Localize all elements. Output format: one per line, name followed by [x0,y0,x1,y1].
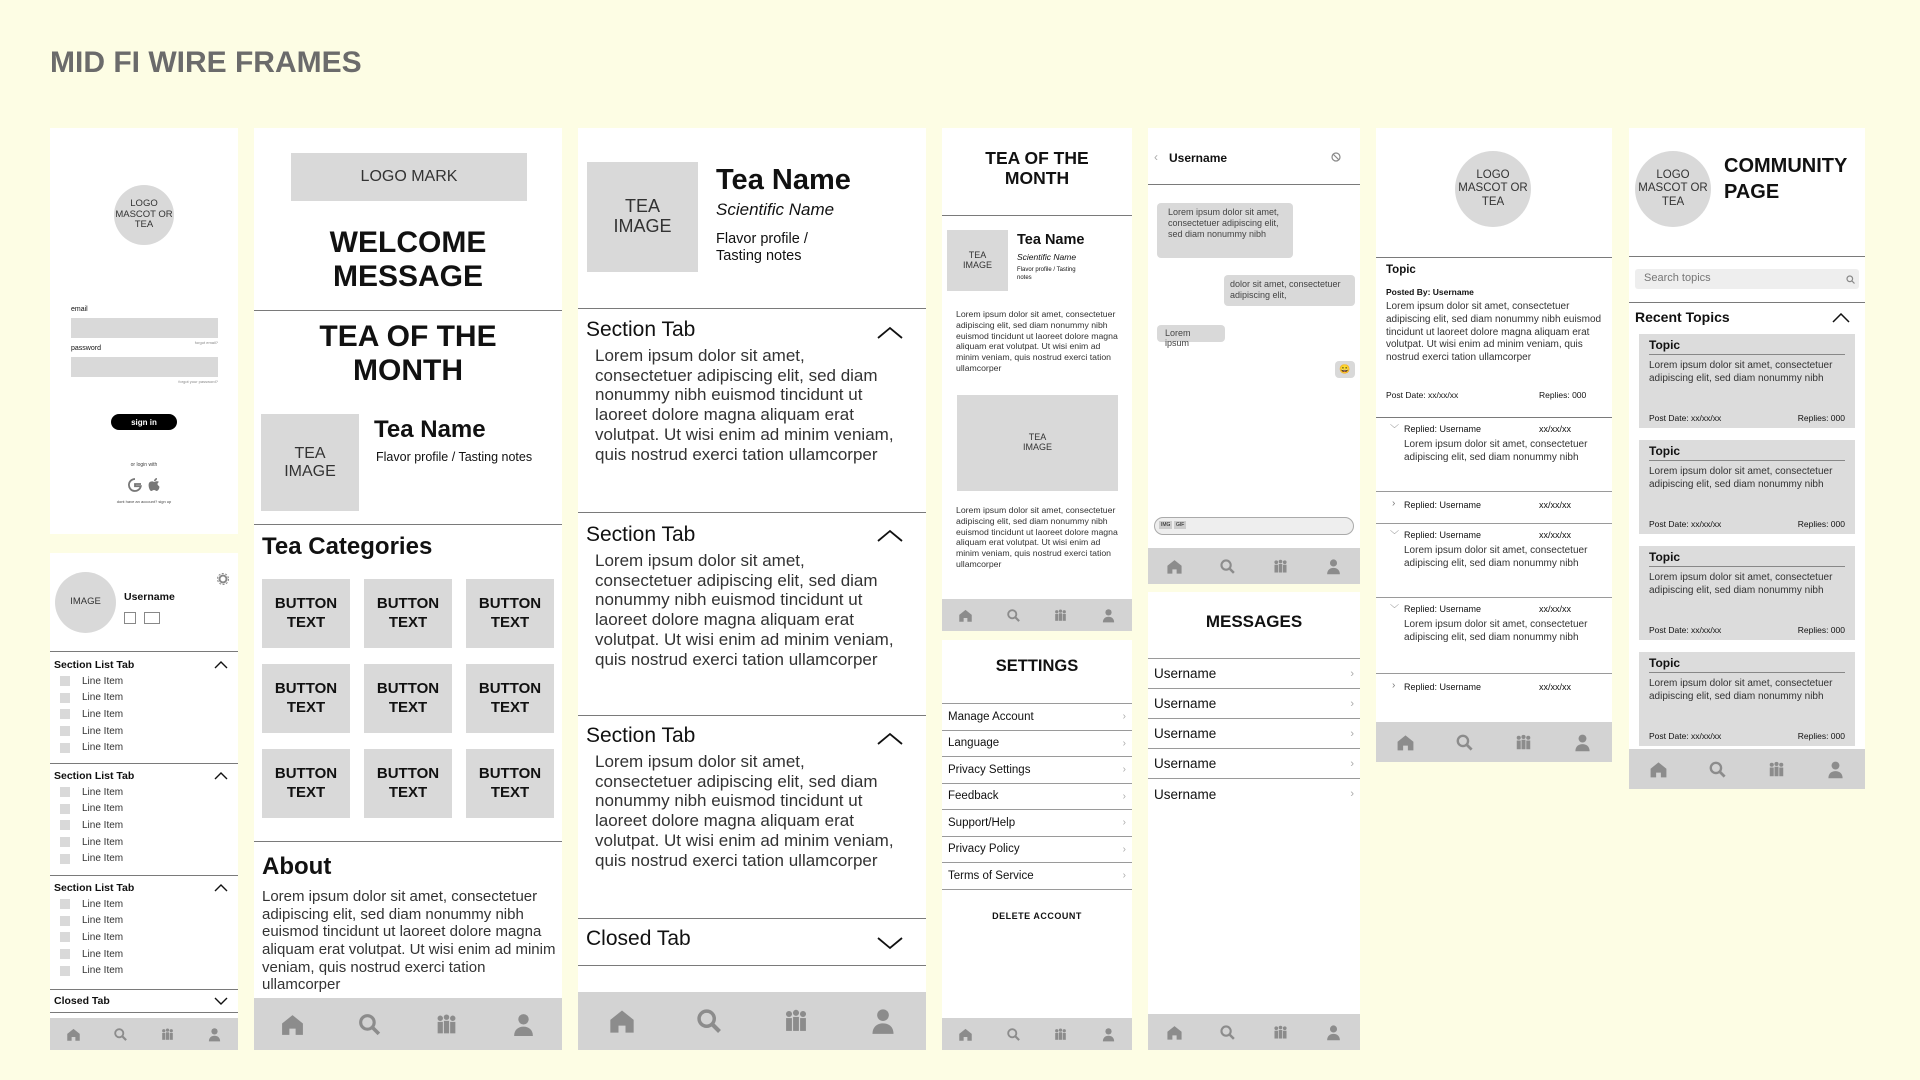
checkbox[interactable] [60,743,70,753]
line-item: Line Item [82,742,124,754]
chevron-right-icon: › [1350,788,1354,800]
chevron-right-icon: › [1122,737,1126,749]
conversation-item[interactable] [1148,659,1360,689]
chevron-right-icon: › [1122,817,1126,829]
bottom-nav [578,992,926,1050]
totm-heading: TEA OF THE MONTH [319,320,497,387]
category-button[interactable]: BUTTON TEXT [262,579,350,648]
email-label: email [71,306,88,313]
checkbox[interactable] [60,899,70,909]
apple-icon[interactable] [148,478,160,492]
community-frame [1629,128,1865,789]
home-icon[interactable] [1649,760,1668,779]
thread-frame [1376,128,1612,762]
thread-replies: Replies: 000 [1539,390,1587,400]
login-frame [50,128,238,534]
checkbox[interactable] [60,966,70,976]
checkbox[interactable] [60,820,70,830]
search-icon[interactable] [1006,608,1021,623]
about-text: Lorem ipsum dolor sit amet, consectetuer adipiscing elit, sed diam nonummy nibh euismod tincidunt ut laoreet dolore magna aliquam erat volutpat. Ut wisi enim ad minim veniam, quis nostrud exerci tation ullamcorper [262,888,556,994]
topic-replies: Replies: 000 [1797,625,1845,635]
recent-topics-label: Recent Topics [1635,309,1730,325]
settings-item-label: Privacy Policy [948,843,1020,856]
messages-frame [1148,592,1360,1050]
chat-bubble-received: Lorem ipsum dolor sit amet, consectetuer adipiscing elit, sed diam nonummy nibh [1157,203,1293,258]
tea-image-large: TEA IMAGE [957,395,1118,491]
section-title: Section List Tab [54,770,135,782]
reply-username: Replied: Username [1404,682,1482,692]
email-field[interactable] [71,318,218,338]
tea-image: TEA IMAGE [947,230,1008,291]
checkbox[interactable] [60,854,70,864]
google-icon[interactable] [128,478,142,492]
topic-replies: Replies: 000 [1797,731,1845,741]
search-icon[interactable] [1219,558,1236,575]
checkbox[interactable] [60,726,70,736]
settings-frame [942,640,1132,1050]
flavor-profile: Flavor profile / Tasting notes [376,450,533,464]
settings-item[interactable] [942,863,1132,890]
image-icon [124,612,136,624]
section-text: Lorem ipsum dolor sit amet, consectetuer adipiscing elit, sed diam nonummy nibh euismod tincidunt ut laoreet dolore magna aliquam erat volutpat. Ut wisi enim ad minim veniam, quis nostrud exerci tation ullamcorper [595,346,894,464]
section-text: Lorem ipsum dolor sit amet, consectetuer adipiscing elit, sed diam nonummy nibh euismod tincidunt ut laoreet dolore magna aliquam erat volutpat. Ut wisi enim ad minim veniam, quis nostrud exerci tation ullamcorper [595,551,894,669]
settings-item-label: Support/Help [948,816,1016,829]
chevron-right-icon: › [1122,870,1126,882]
settings-item[interactable] [942,704,1132,731]
chevron-right-icon: › [1122,790,1126,802]
settings-title: SETTINGS [995,657,1079,675]
home-icon[interactable] [1166,1024,1183,1041]
totm-text: Lorem ipsum dolor sit amet, consectetuer adipiscing elit, sed diam nonummy nibh euismod tincidunt ut laoreet dolore magna aliquam erat volutpat. Ut wisi enim ad minim veniam, quis nostrud exerci tation ullamcorper [956,309,1118,373]
reply-username: Replied: Username [1404,604,1482,614]
chevron-right-icon[interactable]: › [1392,498,1396,509]
messages-list [1148,658,1360,809]
profile-icon[interactable] [1826,760,1845,779]
conversation-item[interactable] [1148,779,1360,809]
search-icon[interactable] [1455,733,1474,752]
settings-item[interactable] [942,757,1132,784]
community-title: COMMUNITY PAGE [1724,155,1847,203]
home-frame [254,128,562,1050]
home-icon[interactable] [1166,558,1183,575]
chevron-up-icon[interactable] [1832,313,1850,323]
thread-topic: Topic [1386,264,1416,276]
topic-post-date: Post Date: xx/xx/xx [1649,625,1722,635]
section-title: Section List Tab [54,659,135,671]
totm-title: TEA OF THE MONTH [985,148,1089,189]
topic-post-date: Post Date: xx/xx/xx [1649,519,1722,529]
topic-card[interactable] [1639,652,1855,746]
topic-text: Lorem ipsum dolor sit amet, consectetuer adipiscing elit, sed diam nonummy nibh [1649,466,1833,490]
tea-name: Tea Name [374,416,486,443]
page-title: MID FI WIRE FRAMES [50,46,362,79]
flavor-profile: Flavor profile / Tasting notes [1017,267,1076,281]
password-label: password [71,345,101,352]
signup-link[interactable]: dont have an account? sign up [116,499,172,504]
settings-item-label: Terms of Service [948,869,1034,882]
checkbox[interactable] [60,709,70,719]
line-item: Line Item [82,708,124,720]
back-icon[interactable]: ‹ [1154,150,1158,164]
line-item: Line Item [82,898,124,910]
reply-username: Replied: Username [1404,500,1482,510]
section-title: Section Tab [586,724,696,747]
settings-item[interactable] [942,837,1132,864]
community-icon[interactable] [160,1027,175,1042]
chevron-down-icon[interactable] [877,936,903,950]
tea-name: Tea Name [716,164,851,196]
chevron-right-icon[interactable]: › [1392,680,1396,691]
profile-frame [50,553,238,1050]
reply-date: xx/xx/xx [1539,682,1572,692]
logo-placeholder: LOGO MASCOT OR TEA [1635,151,1711,227]
reply-collapsed[interactable] [1376,492,1612,524]
section-title: Section List Tab [54,882,135,894]
line-item: Line Item [82,965,124,977]
chat-bubble-sent: dolor sit amet, consectetuer adipiscing elit, [1224,275,1355,306]
settings-item-label: Privacy Settings [948,763,1031,776]
section-title: Section Tab [586,318,696,341]
topic-post-date: Post Date: xx/xx/xx [1649,413,1722,423]
logo-placeholder: LOGO MASCOT OR TEA [1455,151,1531,227]
category-button[interactable]: BUTTON TEXT [262,749,350,818]
flavor-profile: Flavor profile / Tasting notes [716,231,808,265]
section-tab[interactable] [578,513,926,716]
reply-date: xx/xx/xx [1539,500,1572,510]
reply-date: xx/xx/xx [1539,604,1572,614]
closed-tab-label: Closed Tab [54,995,110,1007]
category-button[interactable]: BUTTON TEXT [364,749,452,818]
totm-text: Lorem ipsum dolor sit amet, consectetuer adipiscing elit, sed diam nonummy nibh euismod tincidunt ut laoreet dolore magna aliquam erat volutpat. Ut wisi enim ad minim veniam, quis nostrud exerci tation ullamcorper [956,505,1118,569]
profile-icon[interactable] [511,1012,536,1037]
home-icon[interactable] [958,1027,973,1042]
category-grid [262,579,554,818]
message-input[interactable] [1154,517,1354,535]
image-attach-button[interactable]: IMG [1161,522,1171,528]
reply-text: Lorem ipsum dolor sit amet, consectetuer adipiscing elit, sed diam nonummy nibh [1404,619,1588,643]
bottom-nav [942,599,1132,631]
chevron-down-icon[interactable]: ﹀ [1390,424,1400,434]
community-icon[interactable] [1272,558,1289,575]
community-icon[interactable] [782,1007,810,1035]
checkbox[interactable] [60,787,70,797]
home-icon[interactable] [280,1012,305,1037]
gear-icon[interactable] [217,573,229,585]
search-icon[interactable] [113,1027,128,1042]
scientific-name: Scientific Name [716,200,835,219]
topic-title: Topic [1649,656,1845,673]
line-item: Line Item [82,853,124,865]
forgot-email-link[interactable]: forgot email? [194,340,218,345]
chevron-up-icon[interactable] [214,661,228,669]
topic-replies: Replies: 000 [1797,413,1845,423]
chevron-right-icon: › [1350,757,1354,770]
settings-item[interactable] [942,810,1132,837]
tea-image: TEA IMAGE [261,414,359,511]
topic-list [1629,334,1865,746]
line-item: Line Item [82,836,124,848]
search-icon[interactable] [1219,1024,1236,1041]
bottom-nav [50,1018,238,1050]
search-icon[interactable] [357,1012,382,1037]
chevron-right-icon: › [1350,727,1354,740]
line-item: Line Item [82,915,124,927]
section-title: Section Tab [586,523,696,546]
chevron-right-icon: › [1350,667,1354,680]
conversation-username: Username [1154,786,1217,802]
home-icon[interactable] [958,608,973,623]
chat-frame [1148,128,1360,584]
logo-placeholder: LOGO MASCOT OR TEA [114,185,174,245]
section-list-tab[interactable] [50,876,238,990]
reply-text: Lorem ipsum dolor sit amet, consectetuer adipiscing elit, sed diam nonummy nibh [1404,545,1588,569]
community-icon[interactable] [1053,1027,1068,1042]
conversation-username: Username [1154,756,1217,771]
line-item: Line Item [82,692,124,704]
community-icon[interactable] [1514,733,1533,752]
line-item: Line Item [82,948,124,960]
settings-list [942,703,1132,890]
block-icon[interactable] [1331,152,1341,162]
chevron-up-icon[interactable] [877,732,903,746]
totm-frame [942,128,1132,631]
mail-icon [144,612,160,624]
reply-text: Lorem ipsum dolor sit amet, consectetuer adipiscing elit, sed diam nonummy nibh [1404,439,1588,463]
conversation-username: Username [1154,726,1217,741]
home-icon[interactable] [66,1027,81,1042]
emoji-reaction[interactable]: 😀 [1335,361,1355,378]
reply-expanded[interactable] [1376,524,1612,598]
tea-image: TEA IMAGE [587,162,698,272]
chevron-down-icon[interactable]: ﹀ [1390,604,1400,614]
checkbox[interactable] [60,693,70,703]
profile-icon[interactable] [1325,1024,1342,1041]
about-heading: About [262,853,332,880]
thread-posted-by: Posted By: Username [1386,287,1474,297]
topic-post-date: Post Date: xx/xx/xx [1649,731,1722,741]
chevron-up-icon[interactable] [214,884,228,892]
profile-icon[interactable] [1101,1027,1116,1042]
profile-image: IMAGE [55,572,116,633]
reply-username: Replied: Username [1404,424,1482,434]
search-icon[interactable] [695,1007,723,1035]
community-icon[interactable] [1053,608,1068,623]
closed-tab[interactable] [50,990,238,1013]
chevron-right-icon: › [1122,711,1126,723]
topic-text: Lorem ipsum dolor sit amet, consectetuer adipiscing elit, sed diam nonummy nibh [1649,572,1833,596]
topic-title: Topic [1649,550,1845,567]
topic-card[interactable] [1639,334,1855,428]
delete-account-button[interactable]: DELETE ACCOUNT [992,911,1082,921]
logo-mark: LOGO MARK [291,153,527,201]
settings-item[interactable] [942,731,1132,758]
chat-bubble-received: Lorem ipsum [1157,325,1225,342]
welcome-message: WELCOME MESSAGE [329,226,487,293]
home-icon[interactable] [1396,733,1415,752]
search-icon[interactable] [1006,1027,1021,1042]
line-item: Line Item [82,675,124,687]
community-icon[interactable] [1767,760,1786,779]
sign-in-button[interactable]: sign in [111,414,177,430]
chevron-right-icon: › [1350,697,1354,710]
profile-icon[interactable] [1573,733,1592,752]
checkbox[interactable] [60,932,70,942]
closed-tab-label: Closed Tab [586,927,691,950]
conversation-username: Username [1154,696,1217,711]
checkbox[interactable] [60,676,70,686]
topic-text: Lorem ipsum dolor sit amet, consectetuer adipiscing elit, sed diam nonummy nibh [1649,360,1833,384]
thread-post-date: Post Date: xx/xx/xx [1386,390,1459,400]
category-button[interactable]: BUTTON TEXT [466,749,554,818]
home-icon[interactable] [608,1007,636,1035]
reply-username: Replied: Username [1404,530,1482,540]
chevron-right-icon: › [1122,843,1126,855]
section-tab[interactable] [578,716,926,919]
chevron-down-icon[interactable] [214,997,228,1005]
thread-body: Lorem ipsum dolor sit amet, consectetuer adipiscing elit, sed diam nonummy nibh euismod tincidunt ut laoreet dolore magna aliquam erat volutpat. Ut wisi enim ad minim veniam, quis nostrud exerci tation ullamcorper [1386,301,1602,364]
categories-heading: Tea Categories [262,533,433,560]
gif-attach-button[interactable]: GIF [1176,522,1185,528]
bottom-nav [1148,548,1360,584]
category-button[interactable]: BUTTON TEXT [466,664,554,733]
checkbox[interactable] [60,804,70,814]
search-bar[interactable] [1635,269,1859,289]
chevron-down-icon[interactable]: ﹀ [1390,530,1400,540]
bottom-nav [942,1018,1132,1050]
password-field[interactable] [71,357,218,377]
reply-date: xx/xx/xx [1539,530,1572,540]
profile-icon[interactable] [1325,558,1342,575]
bottom-nav [1629,749,1865,789]
reply-expanded[interactable] [1376,418,1612,492]
forgot-password-link[interactable]: forgot your password? [178,379,218,384]
scientific-name: Scientific Name [1017,252,1077,262]
chevron-up-icon[interactable] [214,772,228,780]
conversation-item[interactable] [1148,689,1360,719]
section-tab[interactable] [578,310,926,513]
checkbox[interactable] [60,949,70,959]
topic-title: Topic [1649,444,1845,461]
topic-card[interactable] [1639,546,1855,640]
section-list-tab[interactable] [50,653,238,764]
conversation-item[interactable] [1148,749,1360,779]
line-item: Line Item [82,786,124,798]
search-input[interactable] [1644,272,1824,284]
checkbox[interactable] [60,837,70,847]
chevron-right-icon: › [1122,764,1126,776]
reply-date: xx/xx/xx [1539,424,1572,434]
bottom-nav [1148,1014,1360,1050]
profile-social-icons [124,611,160,629]
reply-collapsed[interactable] [1376,674,1612,706]
line-item: Line Item [82,803,124,815]
settings-item-label: Language [948,737,1000,750]
line-item: Line Item [82,725,124,737]
category-button[interactable]: BUTTON TEXT [466,579,554,648]
profile-username: Username [124,591,175,603]
chat-username: Username [1169,151,1228,165]
profile-icon[interactable] [1101,608,1116,623]
search-icon[interactable] [1846,275,1855,284]
profile-icon[interactable] [207,1027,222,1042]
community-icon[interactable] [1272,1024,1289,1041]
or-login-text: or login with [130,462,158,468]
tea-detail-frame [578,128,926,1050]
profile-sections [50,653,238,1013]
settings-item-label: Feedback [948,790,999,803]
line-item: Line Item [82,931,124,943]
settings-item-label: Manage Account [948,710,1034,723]
chevron-up-icon[interactable] [877,529,903,543]
topic-text: Lorem ipsum dolor sit amet, consectetuer adipiscing elit, sed diam nonummy nibh [1649,678,1833,702]
tea-name: Tea Name [1017,232,1085,248]
topic-title: Topic [1649,338,1845,355]
community-icon[interactable] [434,1012,459,1037]
topic-card[interactable] [1639,440,1855,534]
search-icon[interactable] [1708,760,1727,779]
closed-tab[interactable] [578,919,926,966]
line-item: Line Item [82,819,124,831]
section-text: Lorem ipsum dolor sit amet, consectetuer adipiscing elit, sed diam nonummy nibh euismod tincidunt ut laoreet dolore magna aliquam erat volutpat. Ut wisi enim ad minim veniam, quis nostrud exerci tation ullamcorper [595,752,894,870]
category-button[interactable]: BUTTON TEXT [364,579,452,648]
bottom-nav [254,998,562,1050]
checkbox[interactable] [60,916,70,926]
messages-title: MESSAGES [1205,612,1303,631]
conversation-username: Username [1154,666,1217,681]
reply-expanded[interactable] [1376,598,1612,674]
profile-icon[interactable] [869,1007,897,1035]
topic-replies: Replies: 000 [1797,519,1845,529]
settings-item[interactable] [942,784,1132,811]
section-list-tab[interactable] [50,764,238,876]
chevron-up-icon[interactable] [877,326,903,340]
category-button[interactable]: BUTTON TEXT [364,664,452,733]
category-button[interactable]: BUTTON TEXT [262,664,350,733]
conversation-item[interactable] [1148,719,1360,749]
social-login-icons [128,478,168,492]
bottom-nav [1376,722,1612,762]
